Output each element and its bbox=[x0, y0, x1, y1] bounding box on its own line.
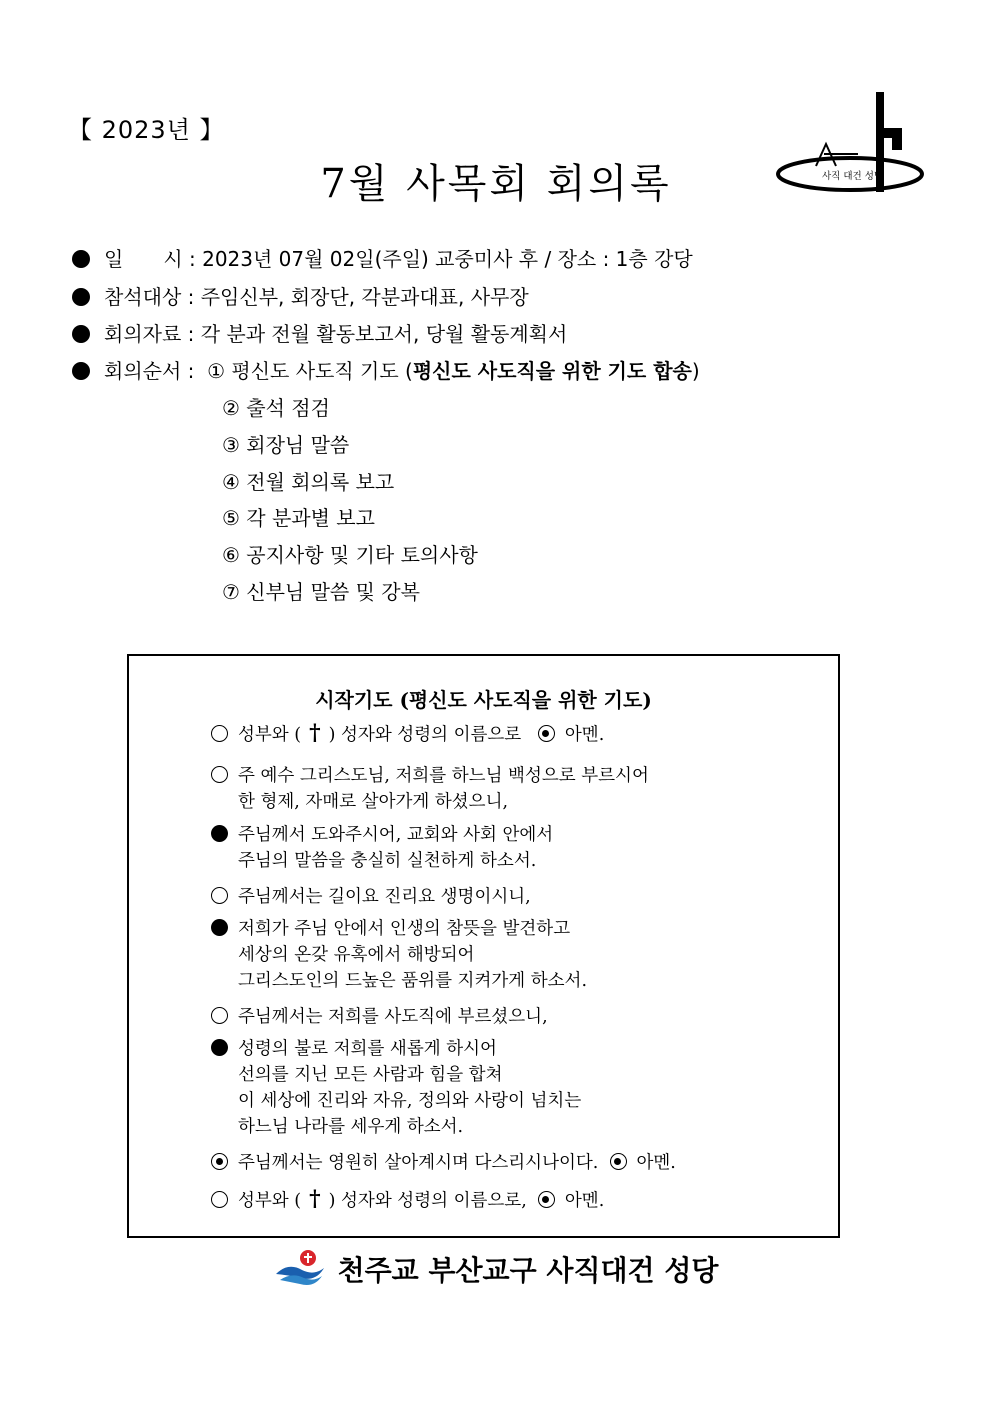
prayer-line: 주님께서는 저희를 사도직에 부르셨으니, bbox=[211, 1004, 548, 1030]
prayer-title: 시작기도 (평신도 사도직을 위한 기도) bbox=[315, 688, 652, 712]
prayer-line: 주님께서 도와주시어, 교회와 사회 안에서 bbox=[211, 822, 553, 848]
logo-text: 사직 대건 성당 bbox=[822, 171, 884, 182]
prayer-line: 세상의 온갖 유혹에서 해방되어 bbox=[238, 945, 475, 965]
filled-circle-icon bbox=[211, 1039, 228, 1056]
prayer-line: 한 형제, 자매로 살아가게 하셨으니, bbox=[238, 792, 509, 812]
dotted-circle-icon bbox=[538, 725, 555, 742]
prayer-line: 저희가 주님 안에서 인생의 참뜻을 발견하고 bbox=[211, 916, 570, 942]
agenda-item: ⑤ 각 분과별 보고 bbox=[222, 506, 375, 530]
prayer-box bbox=[127, 654, 840, 1238]
open-circle-icon bbox=[211, 887, 228, 904]
footer-text: 천주교 부산교구 사직대건 성당 bbox=[337, 1254, 719, 1287]
prayer-line: 이 세상에 진리와 자유, 정의와 사랑이 넘치는 bbox=[238, 1091, 582, 1111]
agenda-item: ② 출석 점검 bbox=[222, 396, 330, 420]
prayer-line: 성령의 불로 저희를 새롭게 하시어 bbox=[211, 1036, 497, 1062]
bullet-icon bbox=[72, 288, 90, 306]
filled-circle-icon bbox=[211, 919, 228, 936]
open-circle-icon bbox=[211, 766, 228, 783]
prayer-line: 성부와 ( † ) 성자와 성령의 이름으로 아멘. bbox=[211, 720, 604, 748]
bullet-icon bbox=[72, 250, 90, 268]
open-circle-icon bbox=[211, 1191, 228, 1208]
prayer-line: 주님께서는 영원히 살아계시며 다스리시나이다. 아멘. bbox=[211, 1150, 676, 1176]
prayer-line: 성부와 ( † ) 성자와 성령의 이름으로, 아멘. bbox=[211, 1186, 604, 1214]
footer bbox=[0, 1248, 992, 1289]
bullet-icon bbox=[72, 325, 90, 343]
document-year: 【 2023년 】 bbox=[68, 116, 225, 144]
document-title: 7월 사목회 회의록 bbox=[320, 161, 672, 207]
info-agenda: 회의순서 : ① 평신도 사도직 기도 (평신도 사도직을 위한 기도 합송) bbox=[72, 357, 700, 385]
bullet-icon bbox=[72, 362, 90, 380]
open-circle-icon bbox=[211, 725, 228, 742]
agenda-item: ③ 회장님 말씀 bbox=[222, 433, 350, 457]
prayer-line: 주님께서는 길이요 진리요 생명이시니, bbox=[211, 884, 531, 910]
filled-circle-icon bbox=[211, 825, 228, 842]
dotted-circle-icon bbox=[538, 1191, 555, 1208]
open-circle-icon bbox=[211, 1007, 228, 1024]
cross-icon: † bbox=[309, 720, 321, 746]
cross-icon: † bbox=[309, 1186, 321, 1212]
agenda-item: ④ 전월 회의록 보고 bbox=[222, 470, 395, 494]
info-materials: 회의자료 : 각 분과 전월 활동보고서, 당월 활동계획서 bbox=[72, 320, 567, 348]
prayer-line: 주 예수 그리스도님, 저희를 하느님 백성으로 부르시어 bbox=[211, 763, 649, 789]
diocese-logo-icon bbox=[274, 1248, 326, 1288]
agenda-item: ⑥ 공지사항 및 기타 토의사항 bbox=[222, 543, 478, 567]
prayer-line: 그리스도인의 드높은 품위를 지켜가게 하소서. bbox=[238, 971, 588, 991]
dotted-circle-icon bbox=[211, 1153, 228, 1170]
prayer-line: 주님의 말씀을 충실히 실천하게 하소서. bbox=[238, 851, 537, 871]
agenda-item: ⑦ 신부님 말씀 및 강복 bbox=[222, 580, 420, 604]
prayer-line: 하느님 나라를 세우게 하소서. bbox=[238, 1117, 464, 1137]
prayer-line: 선의를 지닌 모든 사람과 힘을 합쳐 bbox=[238, 1065, 503, 1085]
parish-logo bbox=[772, 88, 928, 198]
info-datetime: 일 시 : 2023년 07월 02일(주일) 교중미사 후 / 장소 : 1층 강당 bbox=[72, 245, 693, 273]
info-attendees: 참석대상 : 주임신부, 회장단, 각분과대표, 사무장 bbox=[72, 283, 529, 311]
dotted-circle-icon bbox=[610, 1153, 627, 1170]
